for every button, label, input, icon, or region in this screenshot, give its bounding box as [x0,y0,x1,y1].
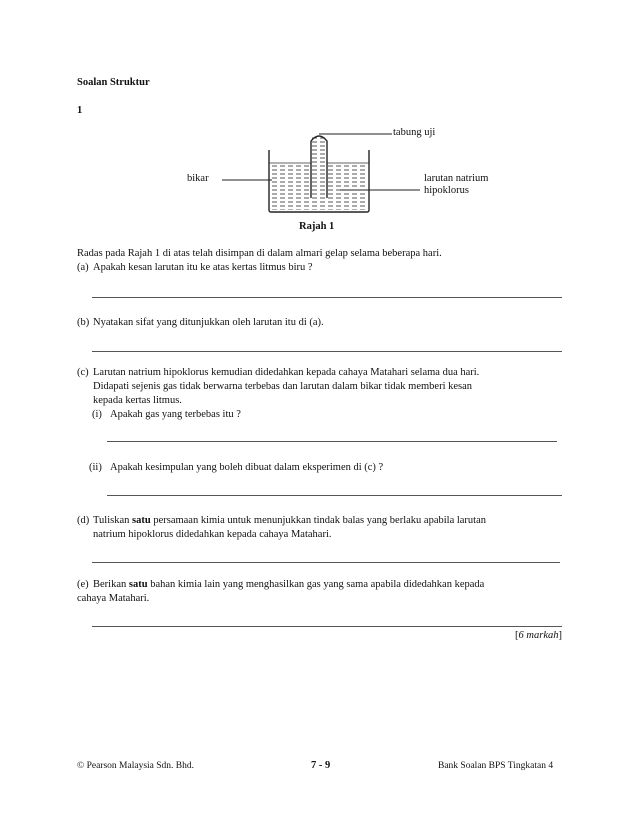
part-d-line2: natrium hipoklorus didedahkan kepada cahaya Matahari. [93,529,332,540]
part-e-bold: satu [128,579,148,590]
part-c-label: (c) [77,367,89,378]
footer-book-title: Bank Soalan BPS Tingkatan 4 [438,761,554,771]
figure-caption: Rajah 1 [299,221,335,232]
label-larutan-line1: larutan natrium [424,173,489,184]
marks-text: 6 markah [518,630,559,641]
part-a-label: (a) [77,262,89,273]
answer-line-a[interactable] [92,297,562,298]
part-e-line2: cahaya Matahari. [77,593,150,604]
part-e-label: (e) [77,579,89,590]
answer-line-c-ii[interactable] [107,495,562,496]
page-number: 7 - 9 [311,760,331,771]
label-bikar: bikar [187,173,209,184]
label-larutan-line2: hipoklorus [424,185,469,196]
part-c-ii-label: (ii) [89,462,102,473]
part-b-label: (b) [77,317,90,328]
part-c-line2: Didapati sejenis gas tidak berwarna terbebas dan larutan dalam bikar tidak memberi kesan [93,381,473,392]
marks-indicator [515,630,562,641]
question-number: 1 [77,105,83,116]
part-d-bold: satu [132,515,151,526]
marks-open: [ [515,630,519,641]
part-c-ii-text: Apakah kesimpulan yang boleh dibuat dalam eksperimen di (c) ? [110,462,384,473]
part-c-i-text: Apakah gas yang terbebas itu ? [110,409,241,420]
answer-line-d[interactable] [92,562,560,563]
answer-line-c-i[interactable] [107,441,557,442]
part-e-pre: Berikan [93,579,127,590]
part-e-post: bahan kimia lain yang menghasilkan gas yang sama apabila didedahkan kepada [150,579,485,590]
part-c-i-label: (i) [92,409,102,420]
answer-line-e[interactable] [92,626,562,627]
part-c-line1: Larutan natrium hipoklorus kemudian didedahkan kepada cahaya Matahari selama dua hari. [93,367,480,378]
part-d-label: (d) [77,515,90,526]
label-tabung-uji: tabung uji [393,127,436,138]
marks-close: ] [558,630,562,641]
footer-copyright: © Pearson Malaysia Sdn. Bhd. [77,761,194,771]
section-title: Soalan Struktur [77,77,150,88]
test-tube-solution [311,137,327,198]
part-d-post: persamaan kimia untuk menunjukkan tindak balas yang berlaku apabila larutan [153,515,487,526]
question-intro: Radas pada Rajah 1 di atas telah disimpan di dalam almari gelap selama beberapa hari. [77,248,442,259]
part-c-line3: kepada kertas litmus. [93,395,182,406]
part-b-text: Nyatakan sifat yang ditunjukkan oleh larutan itu di (a). [93,317,324,328]
part-d-line1 [93,514,486,528]
apparatus-diagram [0,0,638,230]
answer-line-b[interactable] [92,351,562,352]
part-d-pre: Tuliskan [93,515,130,526]
part-a-text: Apakah kesan larutan itu ke atas kertas litmus biru ? [93,262,313,273]
part-e-line1 [93,578,484,592]
